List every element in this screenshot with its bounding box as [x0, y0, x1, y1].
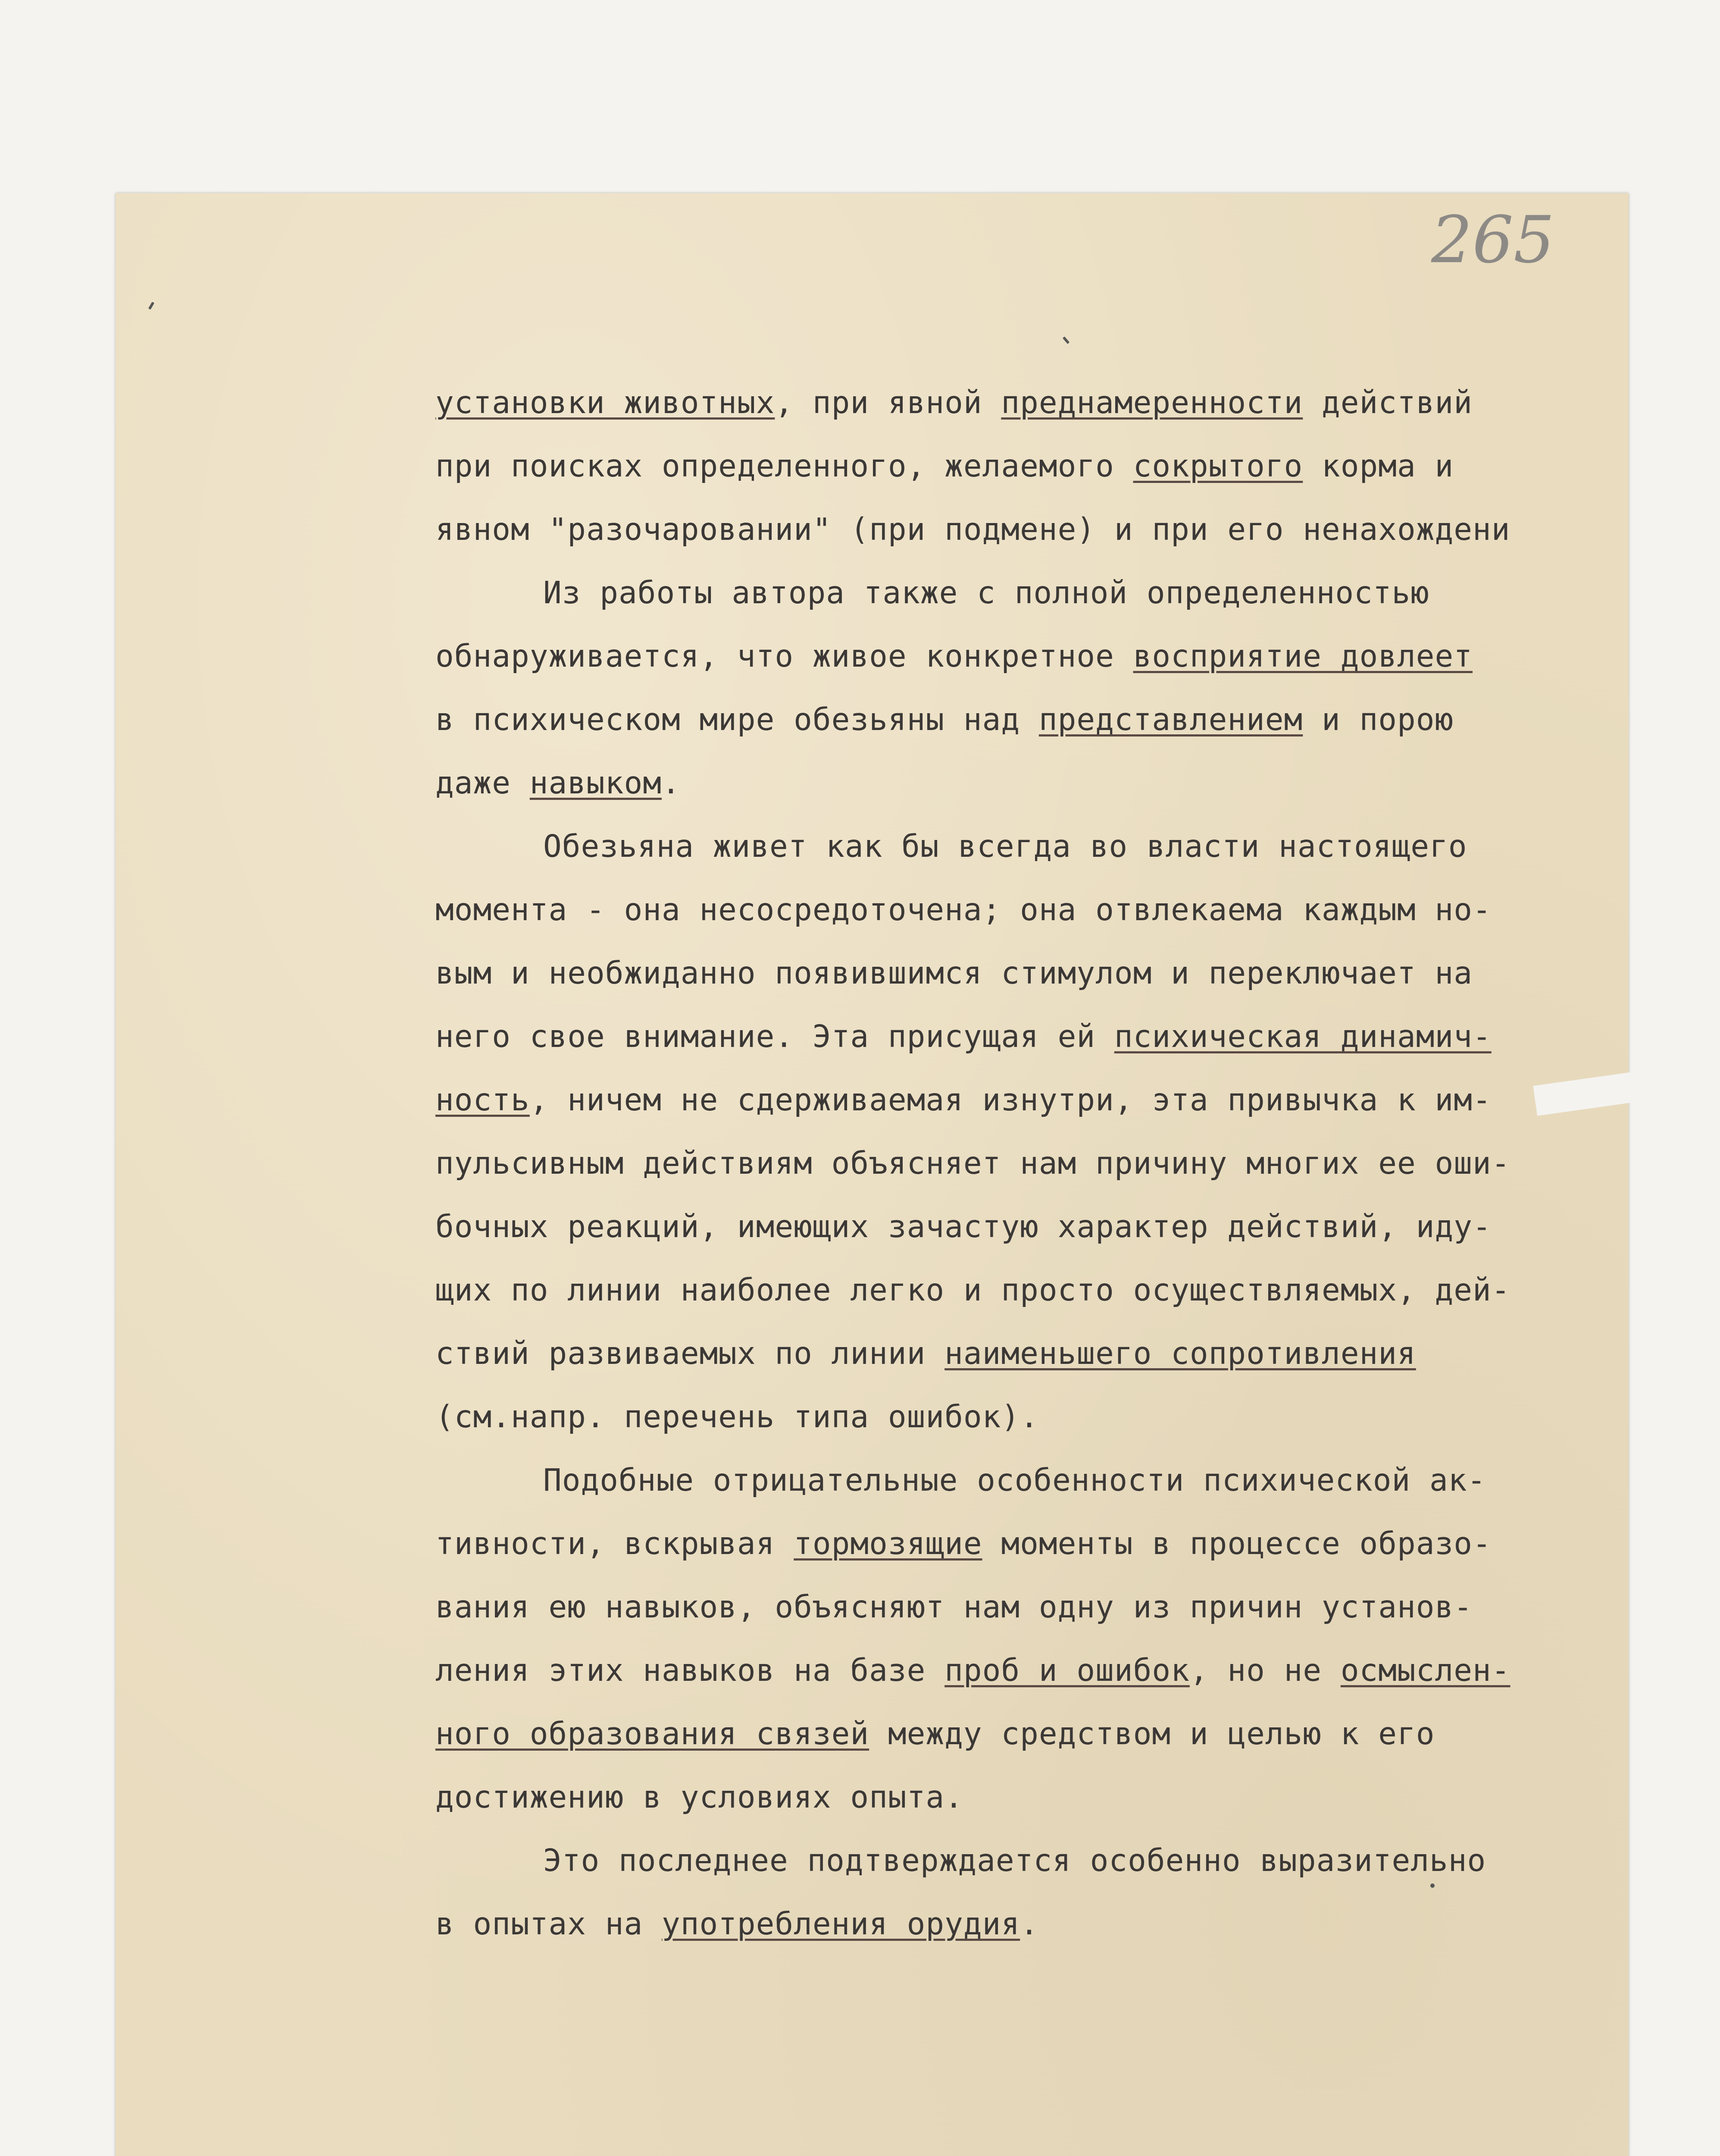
text-segment: , но не [1189, 1652, 1341, 1688]
text-segment: щих по линии наиболее легко и просто осуществляемых, дей- [435, 1272, 1510, 1308]
text-segment: вания ею навыков, объясняют нам одну из причин установ- [435, 1589, 1473, 1625]
text-segment: при поисках определенного, желаемого [435, 448, 1133, 484]
text-line [435, 1322, 1552, 1385]
paper-speck [1430, 1883, 1435, 1888]
text-segment: в опытах на [435, 1906, 662, 1942]
text-segment: него свое внимание. Эта присущая ей [435, 1018, 1114, 1054]
text-line [435, 1575, 1552, 1639]
underlined-phrase: проб и ошибок [944, 1652, 1190, 1688]
text-segment: действий [1303, 385, 1473, 420]
text-line [435, 371, 1552, 434]
underlined-phrase: ность [435, 1082, 530, 1118]
text-segment: достижению в условиях опыта. [435, 1779, 963, 1815]
text-segment: . [1020, 1906, 1039, 1942]
text-line [435, 1131, 1552, 1195]
text-segment: вым и необжиданно появившимся стимулом и переключает на [435, 955, 1473, 991]
text-segment: бочных реакций, имеющих зачастую характер действий, иду- [435, 1209, 1492, 1244]
text-line [435, 941, 1552, 1005]
text-line [435, 561, 1552, 624]
underlined-phrase: представлением [1038, 702, 1303, 737]
text-line [435, 1258, 1552, 1322]
underlined-phrase: восприятие довлеет [1133, 638, 1473, 674]
underlined-phrase: психическая динамич- [1114, 1018, 1492, 1054]
text-line [435, 434, 1552, 498]
text-segment: Это последнее подтверждается особенно выразительно [543, 1843, 1486, 1878]
underlined-phrase: навыком [529, 765, 662, 801]
text-line [435, 878, 1552, 941]
text-line [435, 1702, 1552, 1765]
text-segment: Обезьяна живет как бы всегда во власти настоящего [543, 828, 1467, 864]
text-line [435, 1765, 1552, 1829]
text-line [435, 1005, 1552, 1068]
underlined-phrase: установки животных [435, 385, 775, 420]
text-segment: ления этих навыков на базе [435, 1652, 945, 1688]
folio-number: 265 [1431, 203, 1555, 278]
text-segment: . [661, 765, 681, 801]
text-segment: Из работы автора также с полной определенностью [543, 575, 1430, 611]
text-line [435, 688, 1552, 751]
text-line [435, 1639, 1552, 1702]
underlined-phrase: тормозящие [794, 1526, 982, 1561]
text-segment: ствий развиваемых по линии [435, 1335, 945, 1371]
text-segment: корма и [1303, 448, 1454, 484]
text-line [435, 1195, 1552, 1258]
text-line [435, 815, 1552, 878]
underlined-phrase: наименьшего сопротивления [944, 1335, 1416, 1371]
text-segment: , ничем не сдерживаемая изнутри, эта привычка к им- [529, 1082, 1492, 1118]
underlined-phrase: ного образования связей [435, 1716, 869, 1752]
text-segment: момента - она несосредоточена; она отвлекаема каждым но- [435, 892, 1492, 928]
text-line [435, 1512, 1552, 1575]
text-segment: , при явной [775, 385, 1001, 420]
typewritten-text [435, 371, 1552, 1955]
text-segment: пульсивным действиям объясняет нам причину многих ее оши- [435, 1145, 1510, 1181]
text-segment: в психическом мире обезьяны над [435, 702, 1039, 737]
text-line [435, 498, 1552, 561]
text-segment: явном "разочаровании" (при подмене) и при его ненахождени [435, 511, 1510, 547]
text-line [435, 1448, 1552, 1512]
text-line [435, 1829, 1552, 1892]
text-segment: между средством и целью к его [869, 1716, 1435, 1752]
text-line [435, 1385, 1552, 1448]
underlined-phrase: осмыслен- [1340, 1652, 1510, 1688]
underlined-phrase: преднамеренности [1001, 385, 1303, 420]
text-segment: тивности, вскрывая [435, 1526, 794, 1561]
text-segment: даже [435, 765, 530, 801]
text-line [435, 751, 1552, 815]
text-segment: и порою [1303, 702, 1454, 737]
text-line [435, 624, 1552, 688]
text-segment: (см.напр. перечень типа ошибок). [435, 1399, 1039, 1435]
text-line [435, 1892, 1552, 1955]
text-segment: обнаруживается, что живое конкретное [435, 638, 1133, 674]
underlined-phrase: сокрытого [1133, 448, 1303, 484]
text-segment: Подобные отрицательные особенности психической ак- [543, 1462, 1486, 1498]
underlined-phrase: употребления орудия [661, 1906, 1020, 1942]
text-segment: моменты в процессе образо- [982, 1526, 1492, 1561]
text-line [435, 1068, 1552, 1131]
